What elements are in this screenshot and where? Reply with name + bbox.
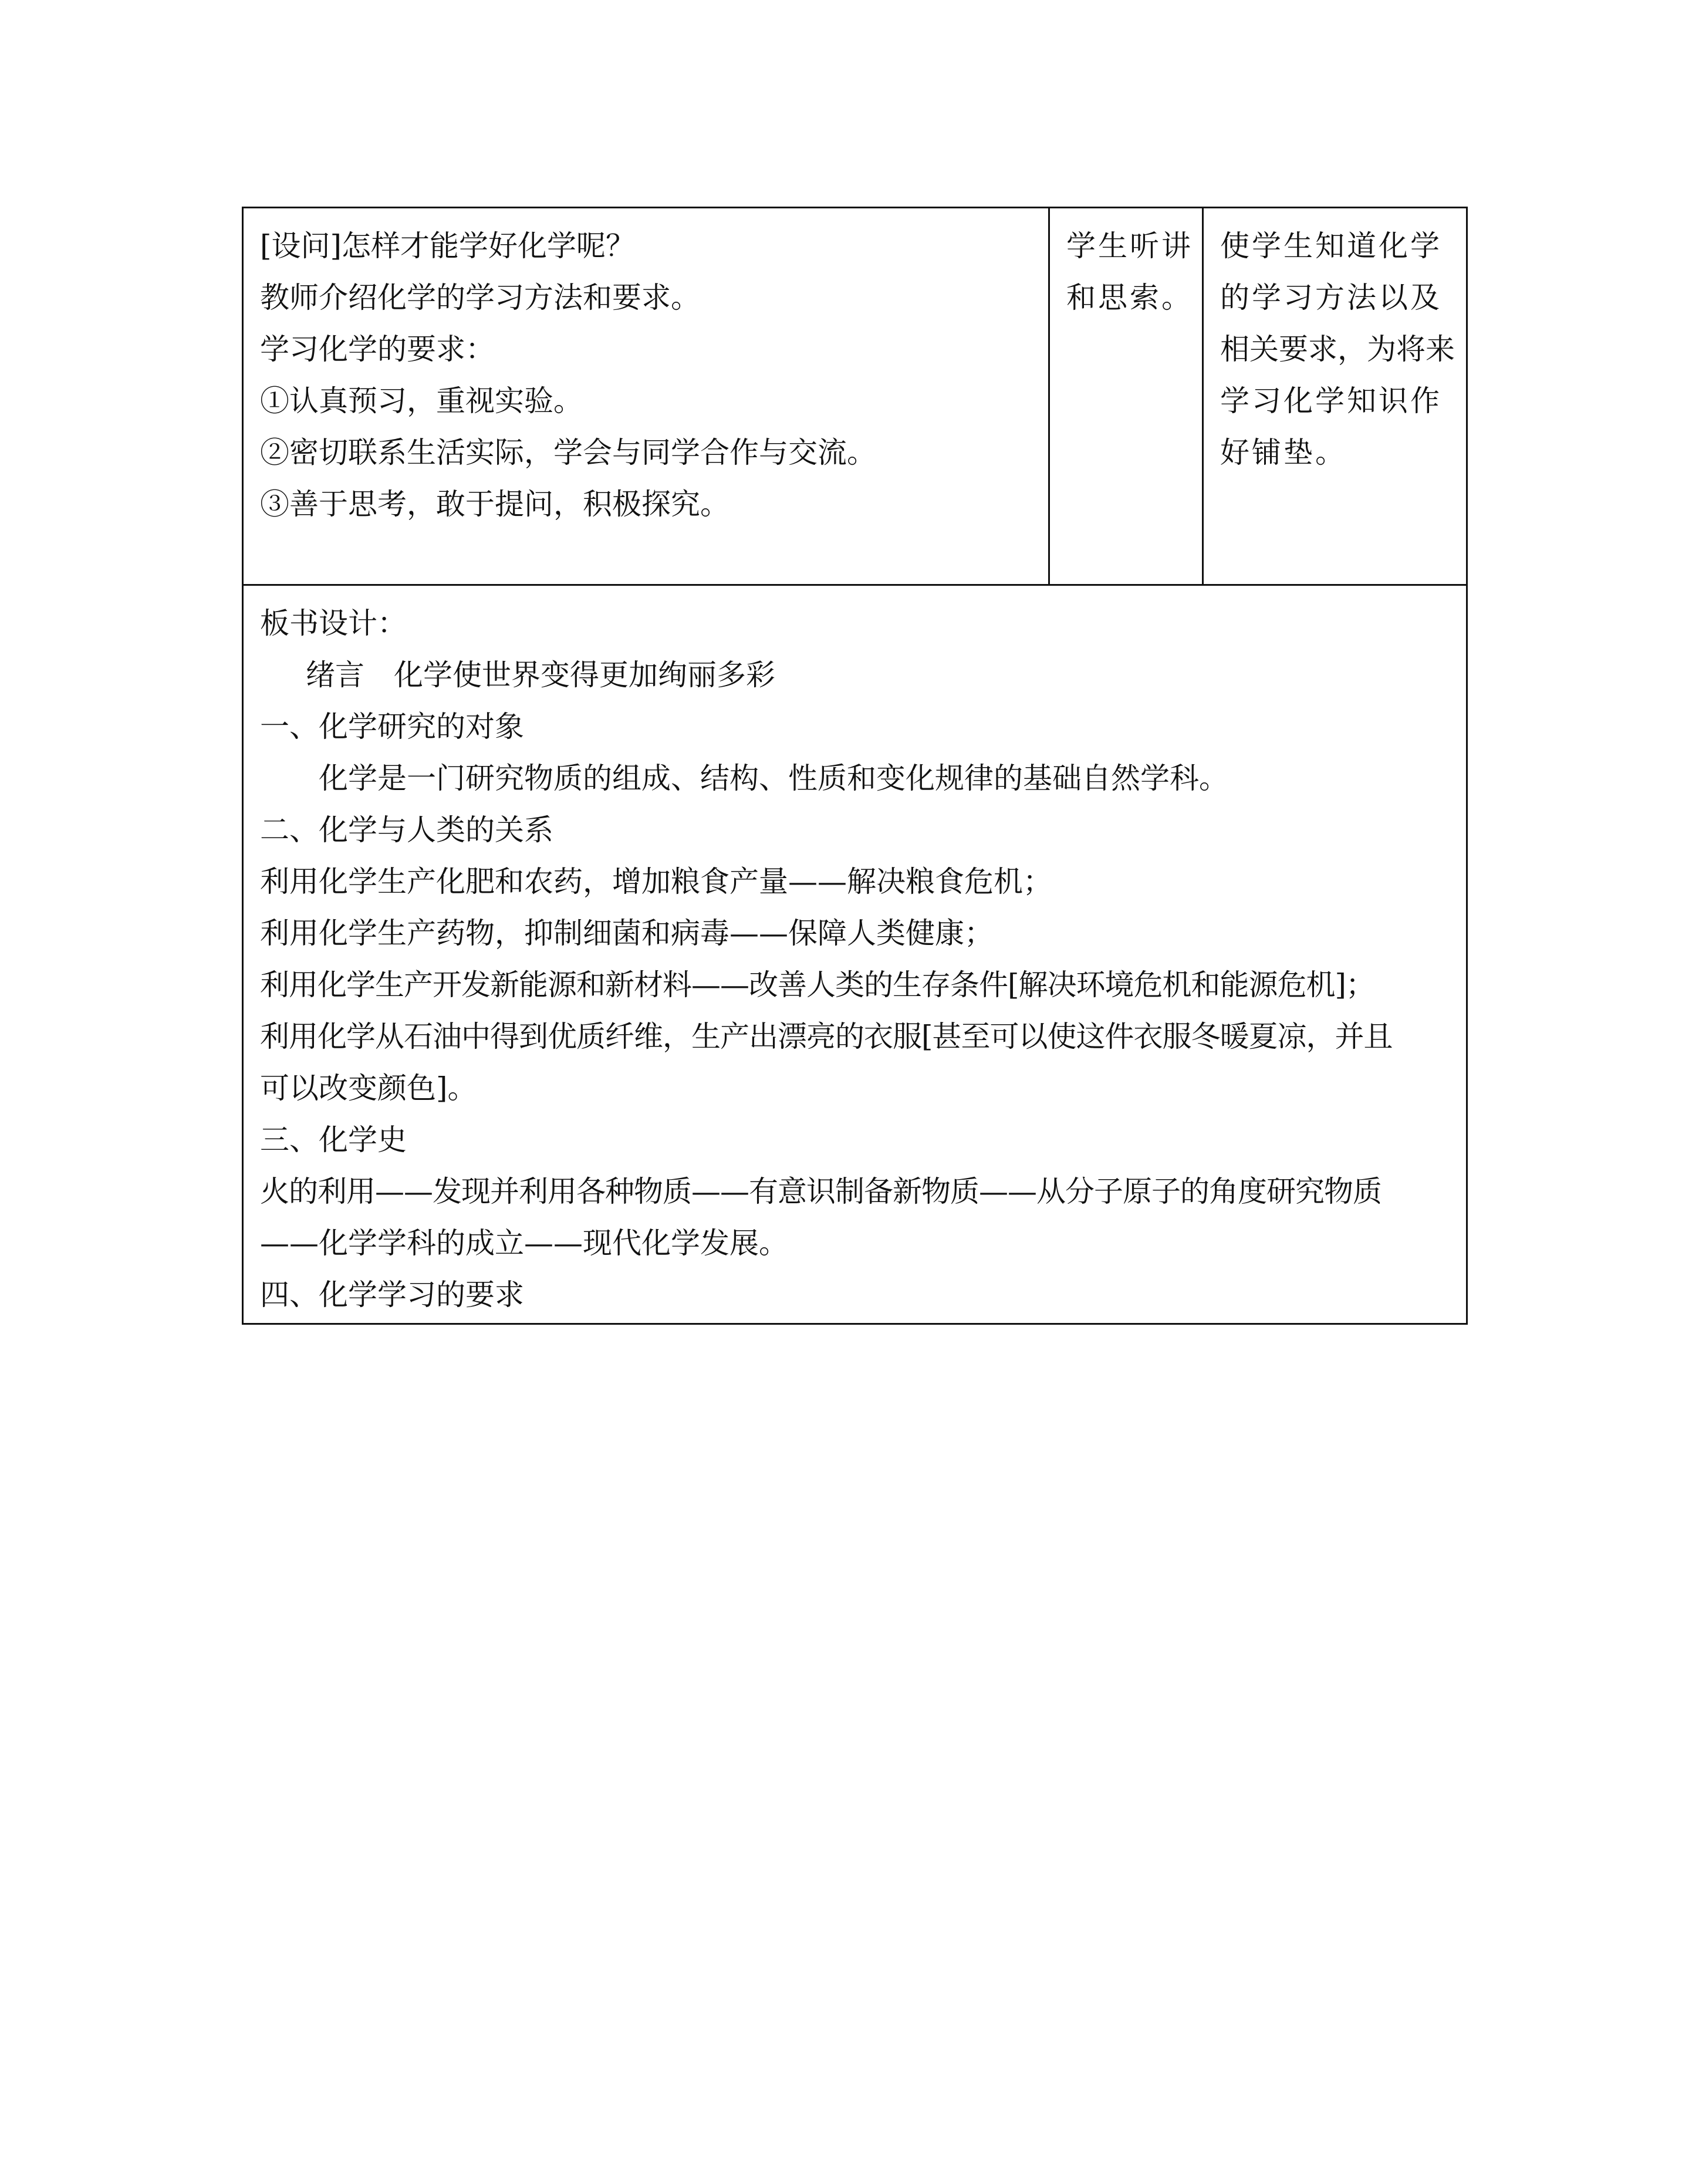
section2-item-2: 利用化学生产药物，抑制细菌和病毒——保障人类健康； — [260, 916, 994, 950]
teacher-line-1: [设问]怎样才能学好化学呢？ — [260, 229, 636, 263]
student-line-2: 和思索。 — [1066, 281, 1193, 315]
section3-line-1: 火的利用——发现并利用各种物质——有意识制备新物质——从分子原子的角度研究物质 — [260, 1174, 1382, 1209]
teacher-line-5: ②密切联系生活实际，学会与同学合作与交流。 — [260, 436, 876, 470]
section1-text: 化学是一门研究物质的组成、结构、性质和变化规律的基础自然学科。 — [319, 761, 1228, 795]
lesson-plan-table — [242, 207, 1468, 1325]
section2-item-4: 利用化学从石油中得到优质纤维，生产出漂亮的衣服[甚至可以使这件衣服冬暖夏凉，并且 — [260, 1020, 1393, 1054]
intent-line-2: 的学习方法以及 — [1220, 281, 1442, 315]
design-intent-cell — [1203, 208, 1467, 585]
intent-line-1: 使学生知道化学 — [1220, 229, 1442, 263]
section3-heading: 三、化学史 — [260, 1123, 407, 1157]
teacher-activity-cell — [243, 208, 1049, 585]
section1-heading: 一、化学研究的对象 — [260, 710, 524, 744]
board-title: 绪言 化学使世界变得更加绚丽多彩 — [306, 658, 775, 692]
teacher-line-4: ①认真预习，重视实验。 — [260, 384, 583, 418]
section2-item-5: 可以改变颜色]。 — [260, 1071, 477, 1105]
intent-line-4: 学习化学知识作 — [1220, 384, 1442, 418]
teacher-line-3: 学习化学的要求： — [260, 332, 495, 366]
section2-item-1: 利用化学生产化肥和农药，增加粮食产量——解决粮食危机； — [260, 865, 1052, 899]
intent-line-5: 好铺垫。 — [1220, 436, 1347, 470]
section3-line-2: ——化学学科的成立——现代化学发展。 — [260, 1226, 788, 1260]
student-line-1: 学生听讲 — [1066, 229, 1193, 263]
intent-line-3: 相关要求，为将来 — [1220, 332, 1455, 366]
board-design-row — [243, 585, 1467, 1324]
board-heading: 板书设计： — [260, 606, 407, 640]
teacher-line-6: ③善于思考，敢于提问，积极探究。 — [260, 487, 729, 521]
board-design-cell — [243, 585, 1467, 1324]
section2-heading: 二、化学与人类的关系 — [260, 813, 553, 847]
section2-item-3: 利用化学生产开发新能源和新材料——改善人类的生存条件[解决环境危机和能源危机]； — [260, 968, 1375, 1002]
section4-heading: 四、化学学习的要求 — [260, 1278, 524, 1312]
activity-row — [243, 208, 1467, 585]
student-activity-cell — [1049, 208, 1203, 585]
teacher-line-2: 教师介绍化学的学习方法和要求。 — [260, 281, 700, 315]
